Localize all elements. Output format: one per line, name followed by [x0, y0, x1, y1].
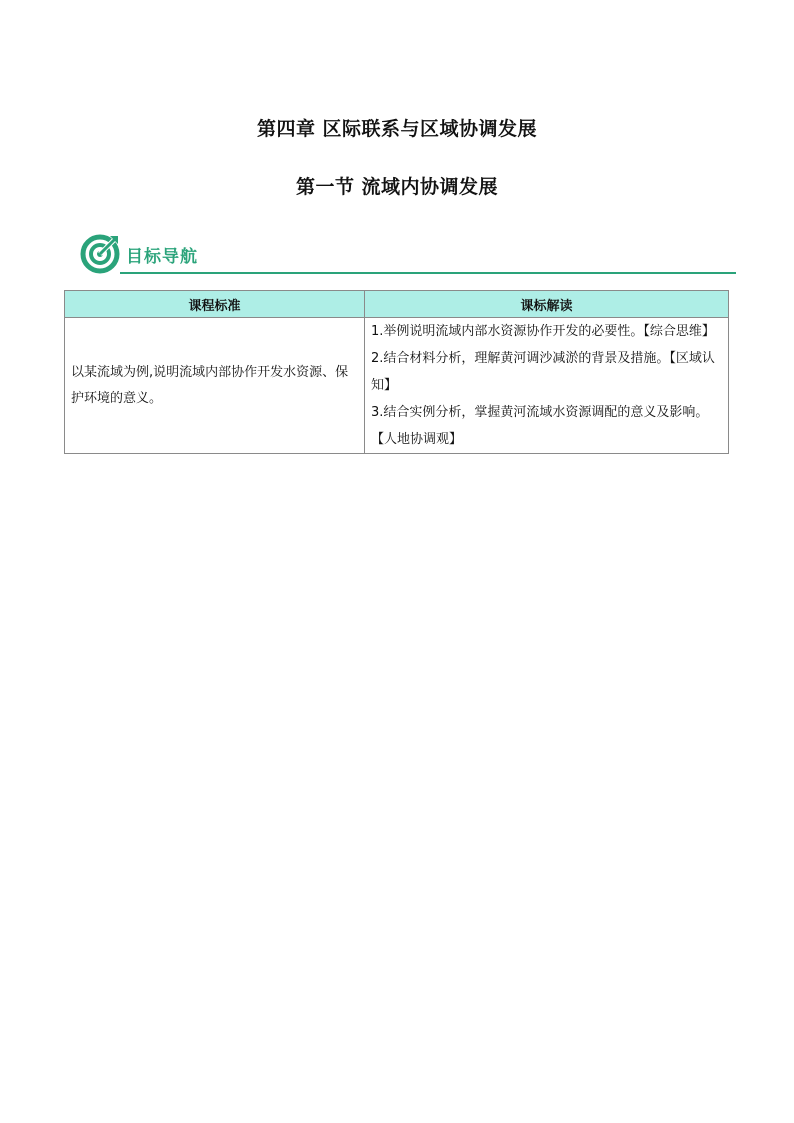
- goal-navigation-banner: [80, 232, 736, 278]
- curriculum-standards-table: [64, 290, 729, 454]
- table-header-row: [65, 291, 729, 318]
- interpretation-item: 3.结合实例分析，掌握黄河流域水资源调配的意义及影响。【人地协调观】: [371, 405, 709, 447]
- standard-cell: 以某流域为例,说明流域内部协作开发水资源、保护环境的意义。: [65, 318, 365, 454]
- column-header-interpretation: 课标解读: [365, 291, 729, 318]
- banner-rule: [120, 272, 736, 274]
- interpretation-item: 2.结合材料分析，理解黄河调沙减淤的背景及措施。【区域认知】: [371, 351, 715, 393]
- interpretation-item: 1.举例说明流域内部水资源协作开发的必要性。【综合思维】: [371, 324, 715, 339]
- interpretation-cell: [365, 318, 729, 454]
- target-arrow-icon: [80, 232, 122, 274]
- section-title: 第一节 流域内协调发展: [295, 176, 499, 198]
- chapter-title: 第四章 区际联系与区域协调发展: [256, 118, 538, 140]
- table-row: [65, 318, 729, 454]
- column-header-standard: 课程标准: [65, 291, 365, 318]
- goal-navigation-label: 目标导航: [126, 247, 198, 267]
